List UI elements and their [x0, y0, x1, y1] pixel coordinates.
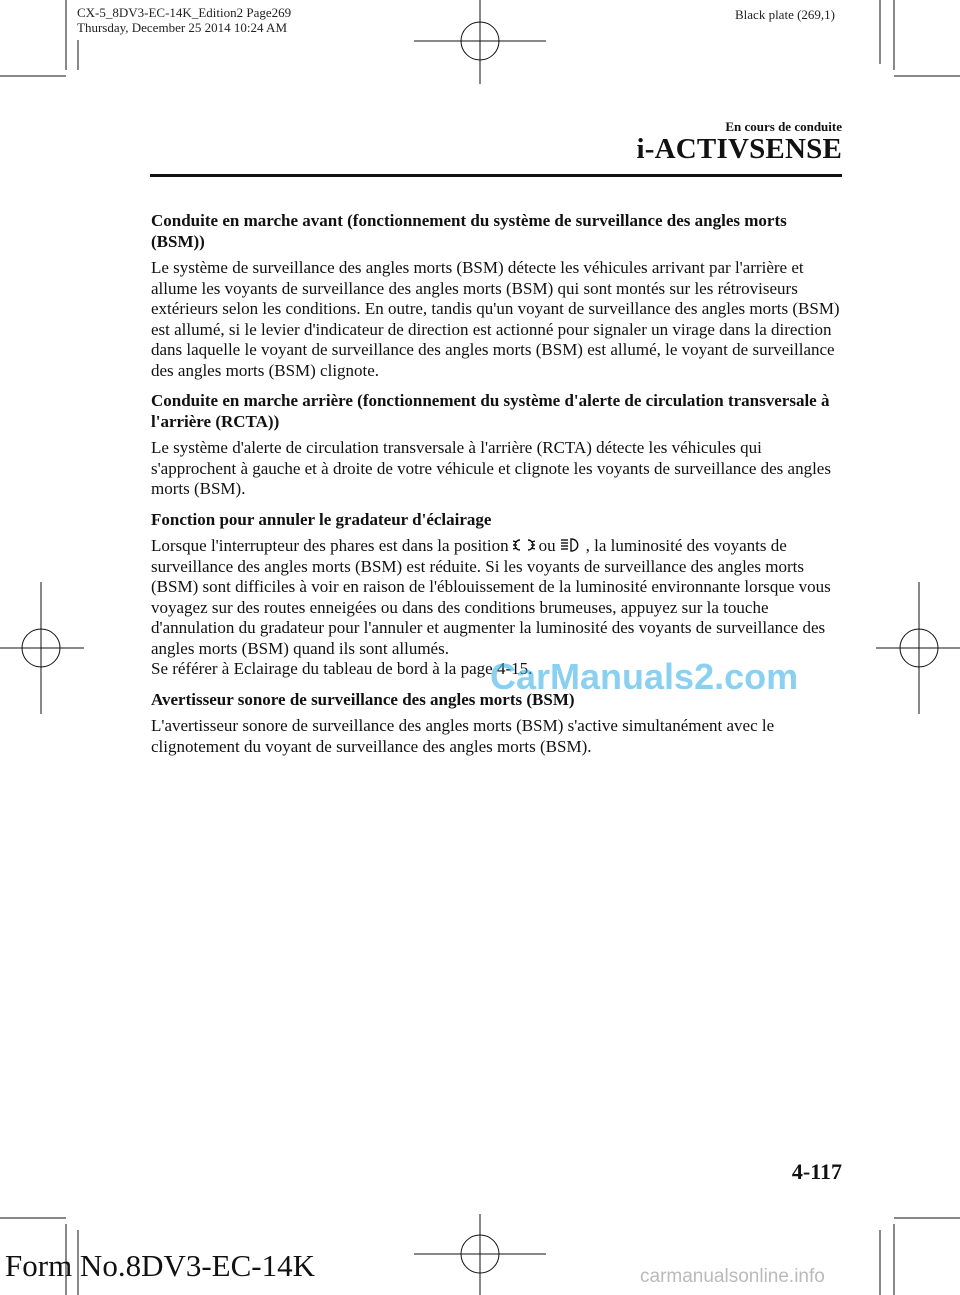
file-info: CX-5_8DV3-EC-14K_Edition2 Page269 — [77, 5, 292, 20]
plate-info: Black plate (269,1) — [735, 7, 835, 22]
page-number: 4-117 — [791, 1159, 842, 1184]
header-rule — [150, 174, 842, 177]
date-info: Thursday, December 25 2014 10:24 AM — [77, 20, 288, 35]
section-body-reverse: Le système d'alerte de circulation transversale à l'arrière (RCTA) détecte les véhicules qui s'approchent à gauche et à droite de votre véhicule et clignote les voyants de surveillance des angles morts (BSM). — [151, 438, 831, 498]
section-heading-buzzer: Avertisseur sonore de surveillance des angles morts (BSM) — [151, 689, 575, 709]
headlight-icon — [560, 538, 582, 552]
section-heading-forward: Conduite en marche avant (fonctionnement du système de surveillance des angles morts (BSM)) — [151, 211, 787, 251]
section-body-buzzer: L'avertisseur sonore de surveillance des angles morts (BSM) s'active simultanément avec le clignotement du voyant de surveillance des angles morts (BSM). — [151, 716, 775, 756]
dimmer-text-or: ou — [538, 536, 556, 555]
section-title: En cours de conduite — [725, 119, 842, 134]
dimmer-text-pre: Lorsque l'interrupteur des phares est dans la position — [151, 536, 509, 555]
section-body-dimmer — [151, 536, 843, 659]
dimmer-text-post: , la luminosité des voyants de surveillance des angles morts (BSM) est réduite. Si les voyants de surveillance des angles morts (BSM) sont difficiles à voir en raison de l'éblouissement de la luminosité environnante lorsque vous voyagez sur des routes enneigées ou dans des conditions brumeuses, appuyez sur la touche d'annulation du gradateur pour l'annuler et augmenter la luminosité des voyants de surveillance des angles morts (BSM) quand ils sont allumés. — [151, 536, 831, 658]
dimmer-reference: Se référer à Eclairage du tableau de bord à la page 4-15. — [151, 659, 533, 678]
watermark-center: CarManuals2.com — [490, 656, 799, 697]
form-number: Form No.8DV3-EC-14K — [5, 1248, 315, 1283]
section-heading-dimmer: Fonction pour annuler le gradateur d'éclairage — [151, 509, 492, 529]
watermark-bottom: carmanualsonline.info — [640, 1266, 825, 1287]
chapter-title: i-ACTIVSENSE — [636, 133, 842, 165]
section-body-forward: Le système de surveillance des angles morts (BSM) détecte les véhicules arrivant par l'arrière et allume les voyants de surveillance des angles morts (BSM) qui sont montés sur les rétroviseurs extérieurs selon les conditions. En outre, tandis qu'un voyant de surveillance des angles morts (BSM) est allumé, si le levier d'indicateur de direction est actionné pour signaler un virage dans la direction dans laquelle le voyant de surveillance des angles morts (BSM) est allumé, le voyant de surveillance des angles morts (BSM) clignote. — [151, 258, 840, 380]
parking-light-icon — [513, 538, 535, 552]
section-heading-reverse: Conduite en marche arrière (fonctionnement du système d'alerte de circulation transversale à l'arrière (RCTA)) — [151, 391, 830, 431]
